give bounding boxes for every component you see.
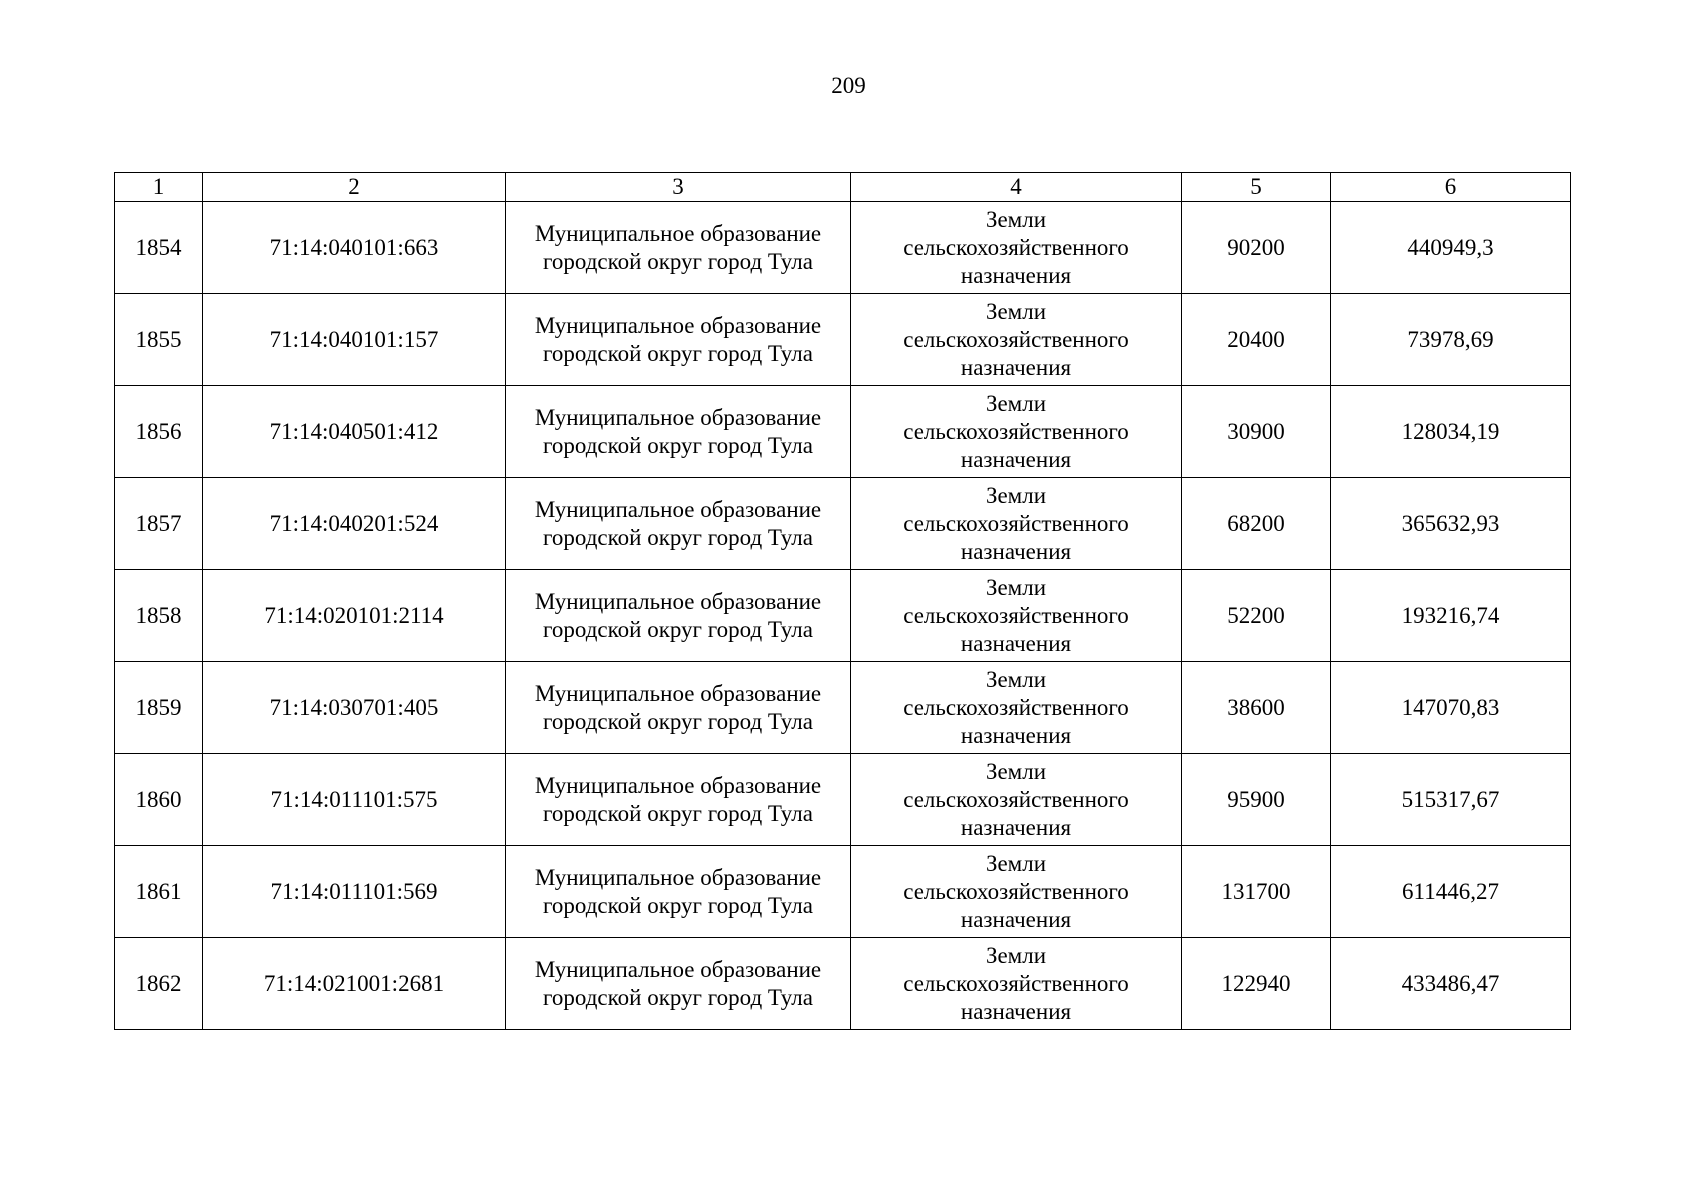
land-category-cell-line: Земли: [985, 942, 1047, 968]
table-row: [115, 294, 1571, 386]
owner-cell: [506, 478, 851, 570]
owner-cell-line: городской округ город Тула: [543, 984, 813, 1010]
area-cell: 52200: [1182, 570, 1331, 662]
row-number-cell: 1857: [115, 478, 203, 570]
land-category-cell-line: сельскохозяйственного: [903, 510, 1129, 536]
land-category-cell: [851, 570, 1182, 662]
land-category-cell: [851, 202, 1182, 294]
land-category-cell-line: сельскохозяйственного: [903, 418, 1129, 444]
row-number-cell: 1862: [115, 938, 203, 1030]
area-cell: 30900: [1182, 386, 1331, 478]
owner-cell: [506, 202, 851, 294]
cadastral-number-cell: 71:14:040101:663: [203, 202, 506, 294]
page-number: 209: [831, 73, 866, 98]
land-category-cell-line: назначения: [960, 814, 1072, 840]
owner-cell-line: городской округ город Тула: [543, 708, 813, 734]
land-category-cell-line: назначения: [960, 906, 1072, 932]
owner-cell-line: городской округ город Тула: [543, 248, 813, 274]
table-row: [115, 846, 1571, 938]
row-number-cell: 1855: [115, 294, 203, 386]
cadastral-number-cell: 71:14:011101:569: [203, 846, 506, 938]
table-row: [115, 386, 1571, 478]
land-category-cell-line: Земли: [985, 482, 1047, 508]
owner-cell-line: Муниципальное образование: [534, 956, 822, 982]
land-category-cell-line: Земли: [985, 298, 1047, 324]
land-category-cell-line: сельскохозяйственного: [903, 786, 1129, 812]
owner-cell-line: городской округ город Тула: [543, 800, 813, 826]
land-category-cell-line: назначения: [960, 630, 1072, 656]
cadastral-number-cell: 71:14:040501:412: [203, 386, 506, 478]
column-header: 6: [1331, 173, 1571, 202]
land-category-cell-line: Земли: [985, 758, 1047, 784]
land-category-cell: [851, 294, 1182, 386]
table-body: [115, 202, 1571, 1030]
table-row: [115, 202, 1571, 294]
header-row: [115, 173, 1571, 202]
row-number-cell: 1856: [115, 386, 203, 478]
cadastral-number-cell: 71:14:040201:524: [203, 478, 506, 570]
owner-cell-line: городской округ город Тула: [543, 892, 813, 918]
cadastral-value-cell: 128034,19: [1331, 386, 1571, 478]
owner-cell: [506, 386, 851, 478]
area-cell: 90200: [1182, 202, 1331, 294]
owner-cell: [506, 294, 851, 386]
area-cell: 68200: [1182, 478, 1331, 570]
land-category-cell: [851, 754, 1182, 846]
owner-cell: [506, 662, 851, 754]
land-category-cell-line: назначения: [960, 354, 1072, 380]
column-header: 3: [506, 173, 851, 202]
land-category-cell: [851, 846, 1182, 938]
owner-cell-line: городской округ город Тула: [543, 524, 813, 550]
cadastral-value-cell: 147070,83: [1331, 662, 1571, 754]
row-number-cell: 1858: [115, 570, 203, 662]
row-number-cell: 1861: [115, 846, 203, 938]
table-row: [115, 662, 1571, 754]
cadastral-value-cell: 193216,74: [1331, 570, 1571, 662]
cadastral-value-cell: 440949,3: [1331, 202, 1571, 294]
cadastral-value-cell: 365632,93: [1331, 478, 1571, 570]
owner-cell: [506, 570, 851, 662]
land-category-cell-line: сельскохозяйственного: [903, 234, 1129, 260]
owner-cell-line: Муниципальное образование: [534, 680, 822, 706]
column-header: 5: [1182, 173, 1331, 202]
cadastral-number-cell: 71:14:030701:405: [203, 662, 506, 754]
owner-cell-line: Муниципальное образование: [534, 864, 822, 890]
land-category-cell-line: Земли: [985, 206, 1047, 232]
column-header: 2: [203, 173, 506, 202]
land-category-cell: [851, 938, 1182, 1030]
cadastral-number-cell: 71:14:011101:575: [203, 754, 506, 846]
cadastral-value-cell: 73978,69: [1331, 294, 1571, 386]
owner-cell: [506, 846, 851, 938]
cadastral-value-cell: 515317,67: [1331, 754, 1571, 846]
land-category-cell: [851, 662, 1182, 754]
area-cell: 95900: [1182, 754, 1331, 846]
owner-cell: [506, 754, 851, 846]
table-row: [115, 938, 1571, 1030]
land-category-cell-line: сельскохозяйственного: [903, 970, 1129, 996]
owner-cell-line: городской округ город Тула: [543, 340, 813, 366]
cadastral-number-cell: 71:14:040101:157: [203, 294, 506, 386]
column-header: 1: [115, 173, 203, 202]
land-category-cell-line: Земли: [985, 390, 1047, 416]
cadastral-number-cell: 71:14:020101:2114: [203, 570, 506, 662]
land-registry-table: [114, 172, 1571, 1030]
area-cell: 38600: [1182, 662, 1331, 754]
table-header: [115, 173, 1571, 202]
land-category-cell-line: сельскохозяйственного: [903, 602, 1129, 628]
land-category-cell-line: назначения: [960, 538, 1072, 564]
cadastral-value-cell: 433486,47: [1331, 938, 1571, 1030]
row-number-cell: 1854: [115, 202, 203, 294]
land-category-cell-line: сельскохозяйственного: [903, 878, 1129, 904]
cadastral-number-cell: 71:14:021001:2681: [203, 938, 506, 1030]
land-category-cell-line: сельскохозяйственного: [903, 694, 1129, 720]
land-category-cell: [851, 386, 1182, 478]
land-category-cell-line: Земли: [985, 574, 1047, 600]
table-row: [115, 754, 1571, 846]
row-number-cell: 1859: [115, 662, 203, 754]
owner-cell-line: Муниципальное образование: [534, 220, 822, 246]
land-category-cell-line: назначения: [960, 262, 1072, 288]
area-cell: 131700: [1182, 846, 1331, 938]
owner-cell-line: городской округ город Тула: [543, 616, 813, 642]
area-cell: 20400: [1182, 294, 1331, 386]
column-header: 4: [851, 173, 1182, 202]
owner-cell-line: городской округ город Тула: [543, 432, 813, 458]
owner-cell-line: Муниципальное образование: [534, 404, 822, 430]
owner-cell: [506, 938, 851, 1030]
owner-cell-line: Муниципальное образование: [534, 496, 822, 522]
area-cell: 122940: [1182, 938, 1331, 1030]
land-category-cell-line: сельскохозяйственного: [903, 326, 1129, 352]
land-category-cell: [851, 478, 1182, 570]
row-number-cell: 1860: [115, 754, 203, 846]
land-category-cell-line: назначения: [960, 998, 1072, 1024]
land-category-cell-line: назначения: [960, 446, 1072, 472]
owner-cell-line: Муниципальное образование: [534, 312, 822, 338]
owner-cell-line: Муниципальное образование: [534, 772, 822, 798]
land-category-cell-line: Земли: [985, 666, 1047, 692]
table-row: [115, 570, 1571, 662]
owner-cell-line: Муниципальное образование: [534, 588, 822, 614]
cadastral-value-cell: 611446,27: [1331, 846, 1571, 938]
table-row: [115, 478, 1571, 570]
land-category-cell-line: Земли: [985, 850, 1047, 876]
land-category-cell-line: назначения: [960, 722, 1072, 748]
